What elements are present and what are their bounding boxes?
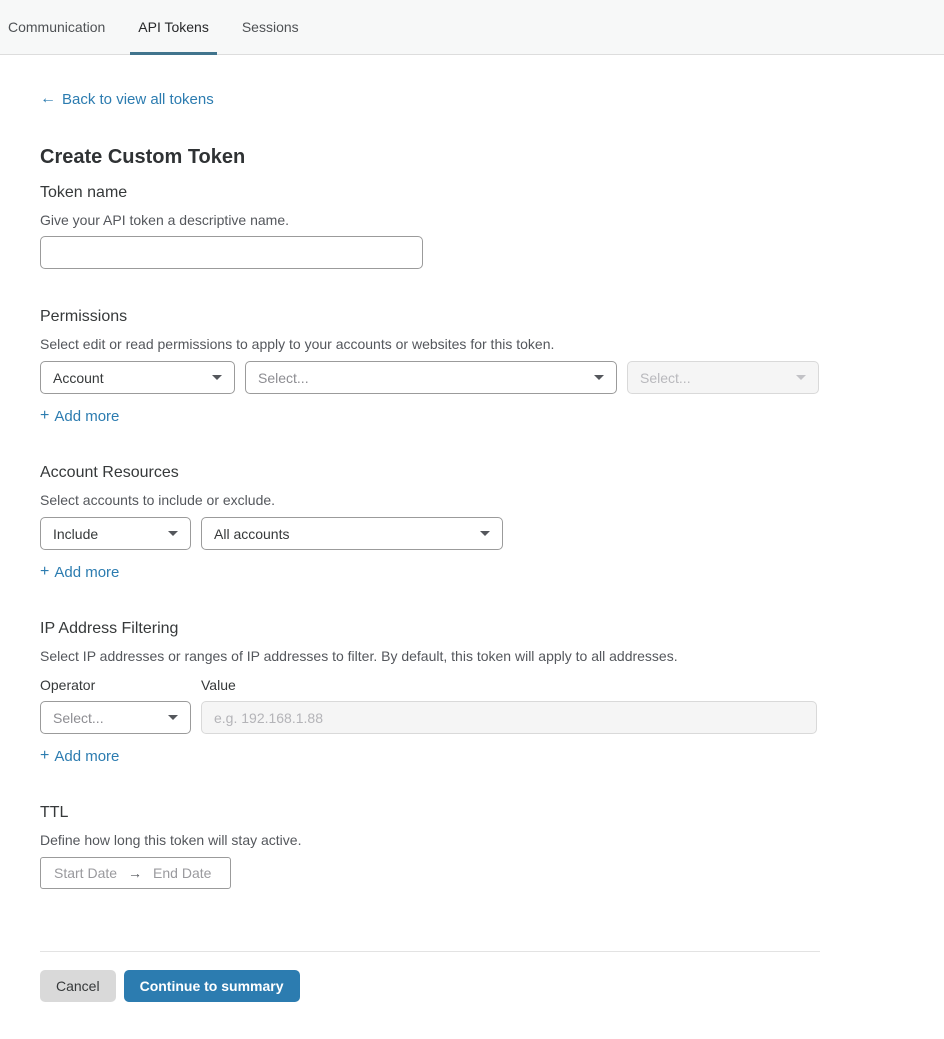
ip-operator-select[interactable] <box>40 701 191 734</box>
ttl-description: Define how long this token will stay active. <box>40 832 302 848</box>
account-resources-add-more-label: Add more <box>54 563 120 581</box>
resource-accounts-value: All accounts <box>214 525 290 542</box>
ip-filtering-label: IP Address Filtering <box>40 620 179 637</box>
plus-icon: + <box>40 407 50 424</box>
ip-operator-placeholder: Select... <box>53 709 104 726</box>
account-resources-label: Account Resources <box>40 464 179 481</box>
main-content <box>0 55 820 1039</box>
footer-divider <box>40 951 820 952</box>
value-label: Value <box>201 677 236 693</box>
permission-scope-value: Account <box>53 369 104 386</box>
token-name-description: Give your API token a descriptive name. <box>40 212 290 228</box>
ip-filtering-add-more-label: Add more <box>54 747 120 765</box>
cancel-button[interactable]: Cancel <box>40 970 116 1002</box>
permission-access-select <box>627 361 819 394</box>
ip-filtering-row <box>40 701 820 734</box>
permissions-label: Permissions <box>40 308 128 325</box>
chevron-down-icon <box>168 715 178 720</box>
permissions-description: Select edit or read permissions to apply to your accounts or websites for this token. <box>40 336 555 352</box>
ttl-label: TTL <box>40 804 69 821</box>
account-resources-row <box>40 517 820 550</box>
permission-scope-select[interactable] <box>40 361 235 394</box>
permissions-add-more-link[interactable] <box>40 407 119 425</box>
permissions-row <box>40 361 820 394</box>
operator-label: Operator <box>40 677 96 693</box>
footer-actions <box>40 970 820 1039</box>
account-resources-description: Select accounts to include or exclude. <box>40 492 276 508</box>
resource-accounts-select[interactable] <box>201 517 503 550</box>
section-ip-filtering <box>40 619 820 765</box>
permission-group-placeholder: Select... <box>258 369 309 386</box>
page-title: Create Custom Token <box>40 146 246 168</box>
plus-icon: + <box>40 563 50 580</box>
chevron-down-icon <box>168 531 178 536</box>
ip-filtering-description: Select IP addresses or ranges of IP addresses to filter. By default, this token will apply to all addresses. <box>40 648 678 664</box>
permissions-add-more-label: Add more <box>54 407 120 425</box>
tab-bar <box>0 0 944 55</box>
arrow-right-icon: → <box>128 865 143 881</box>
back-link[interactable] <box>40 90 214 108</box>
token-name-label: Token name <box>40 184 128 201</box>
tab-api-tokens[interactable]: API Tokens <box>130 0 217 54</box>
back-link-label: Back to view all tokens <box>62 90 214 108</box>
section-account-resources <box>40 463 820 581</box>
chevron-down-icon <box>212 375 222 380</box>
continue-to-summary-button[interactable]: Continue to summary <box>124 970 300 1002</box>
chevron-down-icon <box>480 531 490 536</box>
ip-value-input <box>201 701 817 734</box>
chevron-down-icon <box>796 375 806 380</box>
plus-icon: + <box>40 747 50 764</box>
account-resources-add-more-link[interactable] <box>40 563 119 581</box>
ttl-date-range-picker[interactable] <box>40 857 231 889</box>
tab-communication[interactable]: Communication <box>8 19 106 35</box>
start-date-placeholder: Start Date <box>54 865 118 881</box>
resource-mode-select[interactable] <box>40 517 191 550</box>
token-name-input[interactable] <box>40 236 423 269</box>
permission-group-select[interactable] <box>245 361 617 394</box>
ip-filtering-add-more-link[interactable] <box>40 747 119 765</box>
chevron-down-icon <box>594 375 604 380</box>
resource-mode-value: Include <box>53 525 99 542</box>
section-token-name <box>40 183 820 269</box>
back-arrow-icon: ← <box>40 90 56 107</box>
section-ttl <box>40 803 820 889</box>
permission-access-placeholder: Select... <box>640 369 691 386</box>
tab-sessions[interactable]: Sessions <box>241 19 299 35</box>
section-permissions <box>40 307 820 425</box>
ip-filtering-sublabels <box>40 677 820 693</box>
end-date-placeholder: End Date <box>153 865 212 881</box>
